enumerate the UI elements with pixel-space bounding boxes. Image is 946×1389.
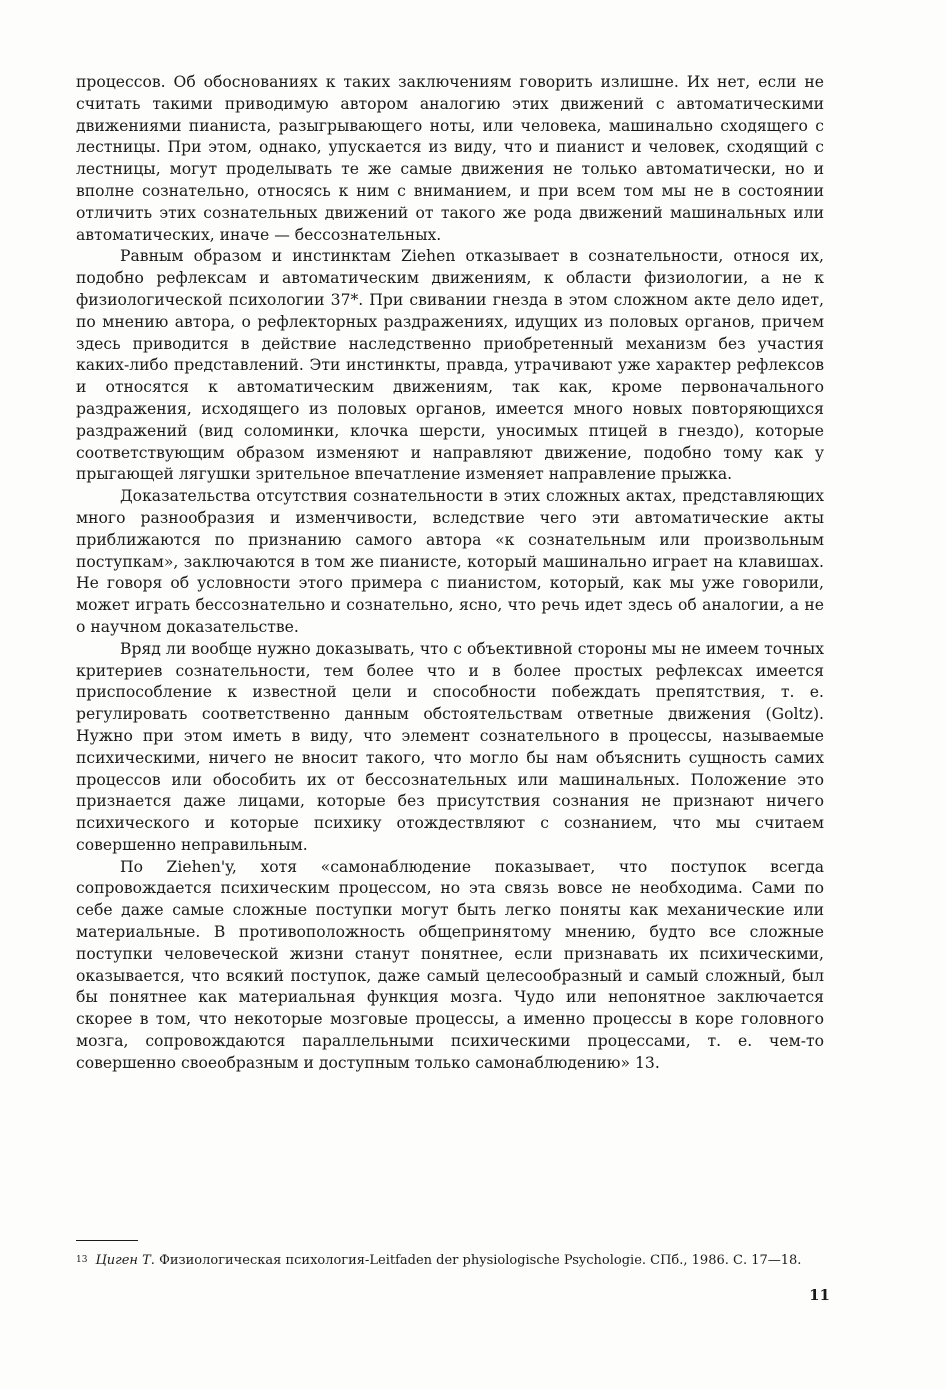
body-text xyxy=(76,72,824,1075)
paragraph-2: Равным образом и инстинктам Ziehen отказывает в сознательности, относя их, подобно рефлексам и автоматическим движениям, к области физиологии, а не к физиологической психологии 37*. При свивании гнезда в этом сложном акте дело идет, по мнению автора, о рефлекторных раздражениях, идущих из половых органов, причем здесь приводится в действие наследственно приобретенный механизм без участия каких-либо представлений. Эти инстинкты, правда, утрачивают уже характер рефлексов и относятся к автоматическим движениям, так как, кроме первоначального раздражения, исходящего из половых органов, имеется много новых повторяющихся раздражений (вид соломинки, клочка шерсти, уносимых птицей в гнездо), которые соответствующим образом изменяют и направляют движение, подобно тому как у прыгающей лягушки зрительное впечатление изменяет направление прыжка. xyxy=(76,247,824,484)
footnote-author: Циген Т. xyxy=(95,1253,155,1268)
paragraph-1: процессов. Об обоснованиях к таких заключениям говорить излишне. Их нет, если не считать такими приводимую автором аналогию этих движений с автоматическими движениями пианиста, разыгрывающего ноты, или человека, машинально сходящего с лестницы. При этом, однако, упускается из виду, что и пианист и человек, сходящий с лестницы, могут проделывать те же самые движения не только автоматически, но и вполне сознательно, относясь к ним с вниманием, и при всем том мы не в состоянии отличить этих сознательных движений от такого же рода движений машинальных или автоматических, иначе — бессознательных. xyxy=(76,73,824,244)
footnote-number: 13 xyxy=(76,1255,88,1265)
footnote-text: Физиологическая психология-Leitfaden der physiologische Psychologie. СПб., 1986. С. 17—18. xyxy=(159,1253,802,1268)
footnote xyxy=(76,1252,834,1269)
footnote-divider xyxy=(76,1240,138,1241)
paragraph-5: По Ziehen'y, хотя «самонаблюдение показывает, что поступок всегда сопровождается психическим процессом, но эта связь вовсе не необходима. Сами по себе даже самые сложные поступки могут быть легко поняты как механические или материальные. В противоположность общепринятому мнению, будто все сложные поступки человеческой жизни станут понятнее, если признавать их психическими, оказывается, что всякий поступок, даже самый целесообразный и самый сложный, был бы понятнее как материальная функция мозга. Чудо или непонятное заключается скорее в том, что некоторые мозговые процессы, а именно процессы в коре головного мозга, сопровождаются параллельными психическими процессами, т. е. чем-то совершенно своеобразным и доступным только самонаблюдению» 13. xyxy=(76,857,824,1072)
paragraph-3: Доказательства отсутствия сознательности в этих сложных актах, представляющих много разнообразия и изменчивости, вследствие чего эти автоматические акты приближаются по признанию самого автора «к сознательным или произвольным поступкам», заключаются в том же пианисте, который машинально играет на клавишах. Не говоря об условности этого примера с пианистом, который, как мы уже говорили, может играть бессознательно и сознательно, ясно, что речь идет здесь об аналогии, а не о научном доказательстве. xyxy=(76,487,824,636)
paragraph-4: Вряд ли вообще нужно доказывать, что с объективной стороны мы не имеем точных критериев сознательности, тем более что и в более простых рефлексах имеется приспособление к известной цели и способности побеждать препятствия, т. е. регулировать соответственно данным обстоятельствам ответные движения (Goltz). Нужно при этом иметь в виду, что элемент сознательного в процессы, называемые психическими, ничего не вносит такого, что могло бы нам объяснить сущность самих процессов или обособить их от бессознательных или машинальных. Положение это признается даже лицами, которые без присутствия сознания не признают ничего психического и которые психику отождествляют с сознанием, что мы считаем совершенно неправильным. xyxy=(76,639,824,854)
page-number: 11 xyxy=(809,1286,830,1304)
